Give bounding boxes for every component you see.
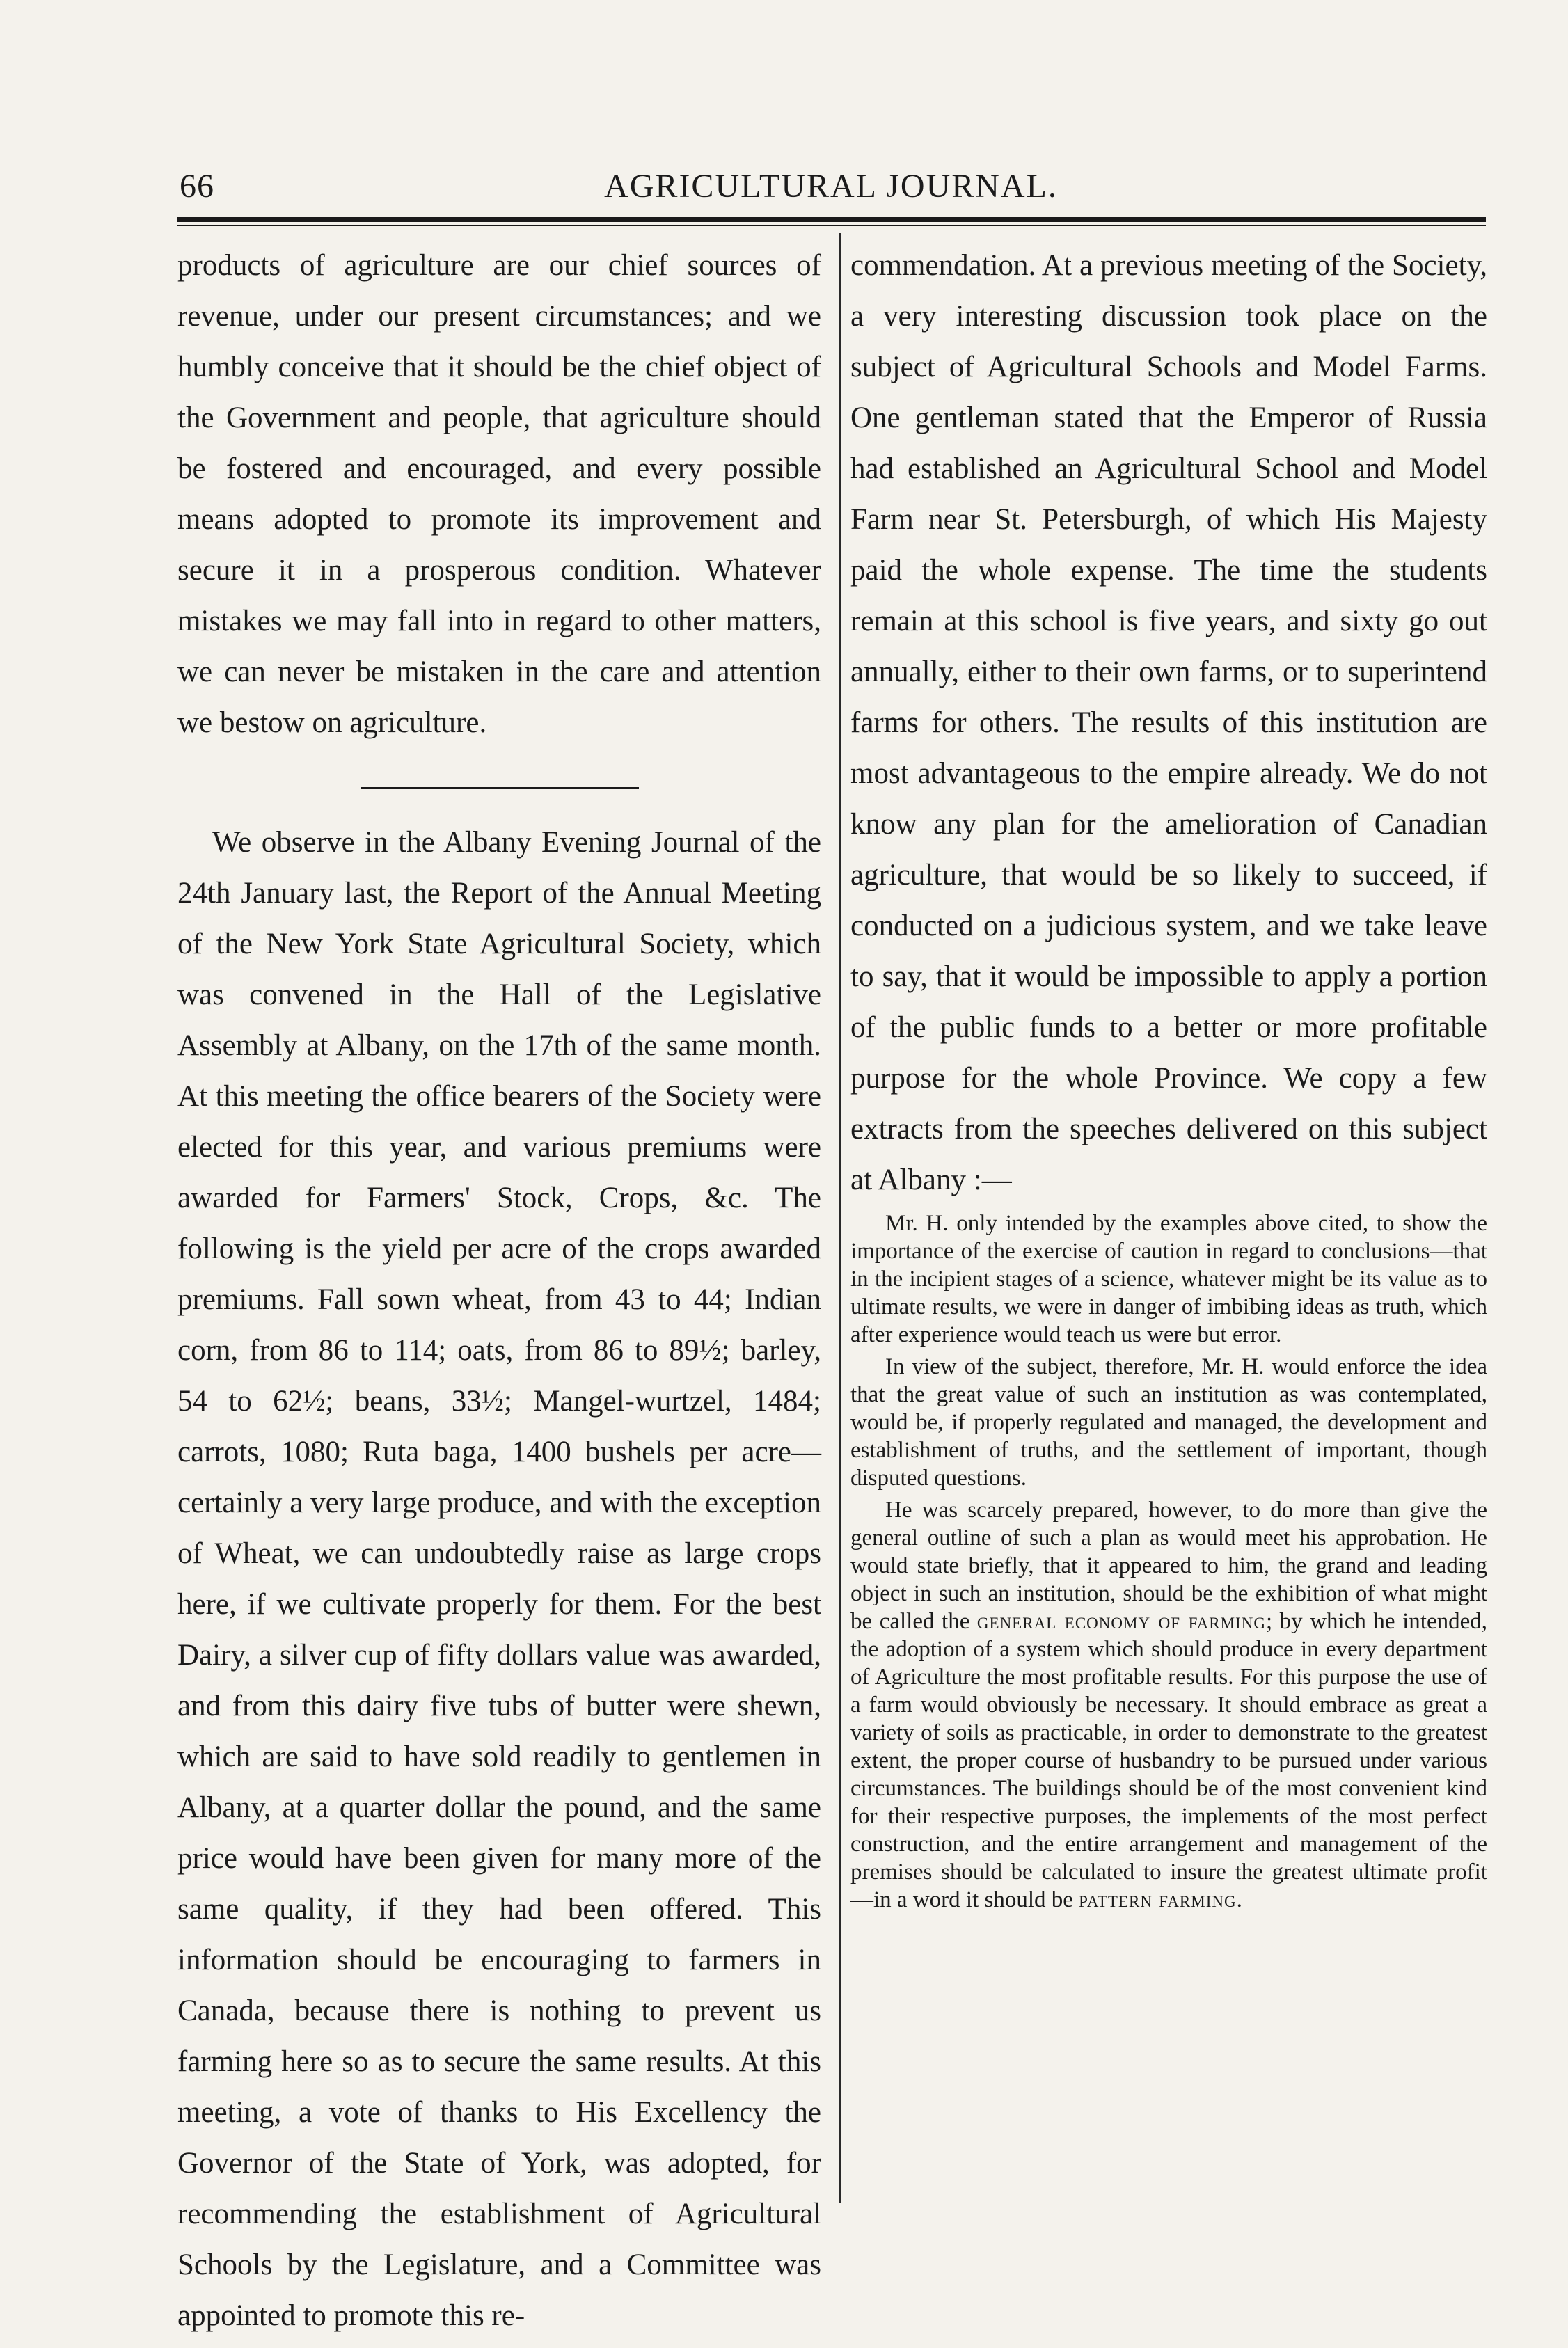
quote-paragraph-3 [850, 1496, 1487, 1914]
header-rule-thin [177, 225, 1486, 226]
left-column [177, 240, 821, 2341]
header-rule-thick [177, 217, 1486, 222]
page-header [180, 167, 1482, 216]
column-divider [839, 233, 841, 2203]
section-separator [361, 787, 639, 789]
quote-3-text-a: He was scarcely prepared, however, to do more than give the general outline of such a plan as would meet his approbation. He would state briefly, that it appeared to him, the grand and leading object in such an institution, should be the exhibition of what might be called the [850, 1498, 1487, 1634]
right-paragraph-1: commendation. At a previous meeting of the Society, a very interesting discussion took place on the subject of Agricultural Schools and Model Farms. One gentleman stated that the Emperor of Russia had established an Agricultural School and Model Farm near St. Petersburgh, of which His Majesty paid the whole expense. The time the students remain at this school is five years, and sixty go out annually, either to their own farms, or to superintend farms for others. The results of this institution are most advantageous to the empire already. We do not know any plan for the amelioration of Canadian agriculture, that would be so likely to succeed, if conducted on a judicious system, and we take leave to say, that it would be impossible to apply a portion of the public funds to a better or more profitable purpose for the whole Province. We copy a few extracts from the speeches delivered on this subject at Albany :— [850, 249, 1487, 1196]
right-column [850, 240, 1487, 1914]
quote-3-smallcaps-general-economy: general economy of farming [976, 1609, 1266, 1634]
quote-3-smallcaps-pattern-farming: pattern farming. [1079, 1887, 1243, 1912]
left-paragraph-1: products of agriculture are our chief sources of revenue, under our present circumstances; and we humbly conceive that it should be the chief object of the Government and people, that agriculture should be fostered and encouraged, and every possible means adopted to promote its improvement and secure it in a prosperous condition. Whatever mistakes we may fall into in regard to other matters, we can never be mistaken in the care and attention we bestow on agriculture. [177, 249, 821, 739]
left-paragraph-2: We observe in the Albany Evening Journal of the 24th January last, the Report of the Annual Meeting of the New York State Agricultural Society, which was convened in the Hall of the Legislative Assembly at Albany, on the 17th of the same month. At this meeting the office bearers of the Society were elected for this year, and various premiums were awarded for Farmers' Stock, Crops, &c. The following is the yield per acre of the crops awarded premiums. Fall sown wheat, from 43 to 44; Indian corn, from 86 to 114; oats, from 86 to 89½; barley, 54 to 62½; beans, 33½; Mangel-wurtzel, 1484; carrots, 1080; Ruta baga, 1400 bushels per acre—certainly a very large produce, and with the exception of Wheat, we can undoubtedly raise as large crops here, if we cultivate properly for them. For the best Dairy, a silver cup of fifty dollars value was awarded, and from this dairy five tubs of butter were shewn, which are said to have sold readily to gentlemen in Albany, at a quarter dollar the pound, and the same price would have been given for many more of the same quality, if they had been offered. This information should be encouraging to farmers in Canada, because there is nothing to prevent us farming here so as to secure the same results. At this meeting, a vote of thanks to His Excellency the Governor of the State of York, was adopted, for recommending the establishment of Agricultural Schools by the Legislature, and a Committee was appointed to promote this re- [177, 826, 821, 2332]
page-number: 66 [180, 168, 214, 205]
running-title: AGRICULTURAL JOURNAL. [604, 168, 1058, 205]
quote-paragraph-2: In view of the subject, therefore, Mr. H. would enforce the idea that the great value of such an institution as was contemplated, would be, if properly regulated and managed, the development and establishment of truths, and the settlement of important, though disputed questions. [850, 1354, 1487, 1491]
quote-3-text-b: ; by which he intended, the adoption of a system which should produce in every department of Agriculture the most profitable results. For this purpose the use of a farm would obviously be necessary. It should embrace as great a variety of soils as practicable, in order to demonstrate to the greatest extent, the proper course of husbandry to be pursued under various circumstances. The buildings should be of the most convenient kind for their respective purposes, the implements of the most perfect construction, and the entire arrangement and management of the premises should be calculated to insure the greatest ultimate profit —in a word it should be [850, 1609, 1487, 1912]
quote-paragraph-1: Mr. H. only intended by the examples above cited, to show the importance of the exercise of caution in regard to conclusions—that in the incipient stages of a science, whatever might be its value as to ultimate results, we were in danger of imbibing ideas as truth, which after experience would teach us were but error. [850, 1211, 1487, 1347]
